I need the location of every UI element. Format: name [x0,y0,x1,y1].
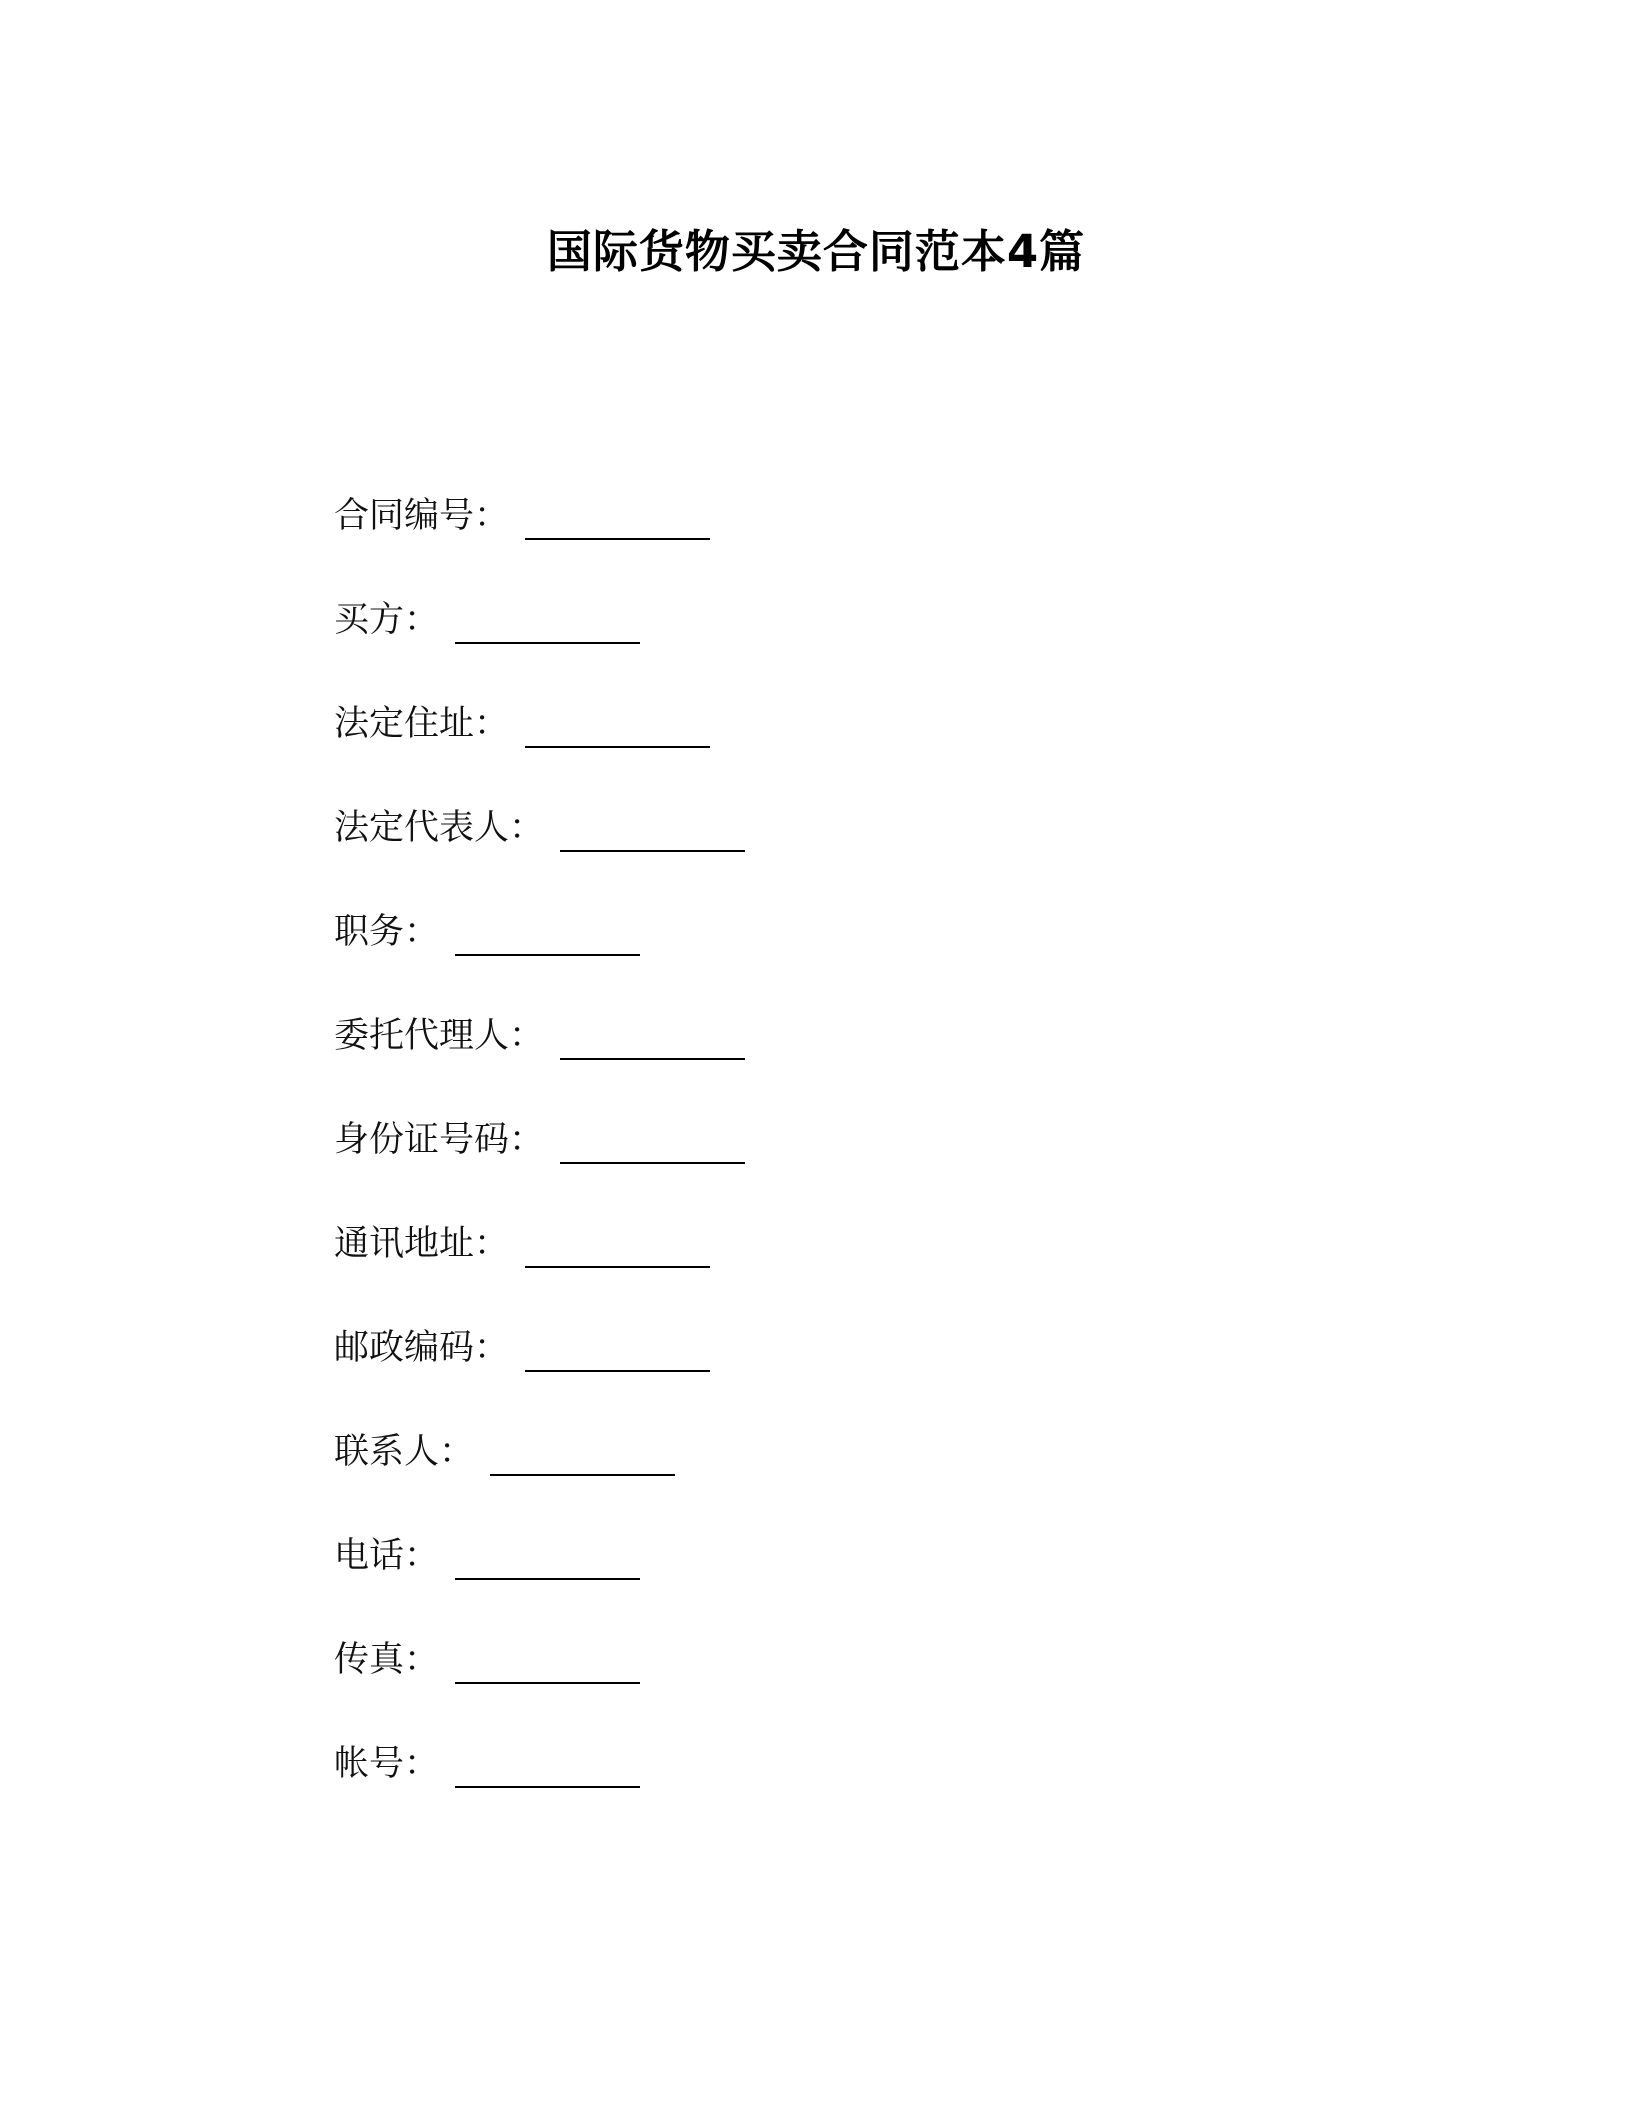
field-separator: ： [474,704,510,744]
field-separator: ： [404,600,440,640]
field-separator: ： [404,1744,440,1784]
fill-in-blank[interactable] [455,1632,640,1684]
fill-in-blank[interactable] [560,1008,745,1060]
field-contract-number [334,488,1434,592]
field-id-number [334,1112,1434,1216]
field-mailing-address [334,1216,1434,1320]
contract-fields [334,488,1434,1840]
field-label: 法定住址 [334,704,475,744]
field-account-number [334,1736,1434,1840]
field-label: 邮政编码 [334,1328,475,1368]
field-separator: ： [474,1328,510,1368]
field-label: 合同编号 [334,496,475,536]
fill-in-blank[interactable] [455,592,640,644]
fill-in-blank[interactable] [525,1320,710,1372]
field-separator: ： [509,808,545,848]
fill-in-blank[interactable] [525,488,710,540]
field-legal-address [334,696,1434,800]
fill-in-blank[interactable] [455,1736,640,1788]
field-separator: ： [474,1224,510,1264]
field-label: 职务 [334,912,405,952]
fill-in-blank[interactable] [455,904,640,956]
field-buyer [334,592,1434,696]
field-separator: ： [404,912,440,952]
field-label: 买方 [334,600,405,640]
fill-in-blank[interactable] [490,1424,675,1476]
field-label: 帐号 [334,1744,405,1784]
field-label: 法定代表人 [334,808,510,848]
field-label: 身份证号码 [334,1120,510,1160]
field-contact-person [334,1424,1434,1528]
field-label: 通讯地址 [334,1224,475,1264]
fill-in-blank[interactable] [560,1112,745,1164]
fill-in-blank[interactable] [525,1216,710,1268]
fill-in-blank[interactable] [525,696,710,748]
field-fax [334,1632,1434,1736]
field-label: 传真 [334,1640,405,1680]
field-separator: ： [439,1432,475,1472]
field-separator: ： [509,1016,545,1056]
fill-in-blank[interactable] [560,800,745,852]
field-separator: ： [404,1536,440,1576]
field-label: 联系人 [334,1432,440,1472]
field-phone [334,1528,1434,1632]
field-postal-code [334,1320,1434,1424]
field-label: 电话 [334,1536,405,1576]
field-authorized-agent [334,1008,1434,1112]
field-separator: ： [474,496,510,536]
field-legal-representative [334,800,1434,904]
field-separator: ： [509,1120,545,1160]
field-separator: ： [404,1640,440,1680]
document-title: 国际货物买卖合同范本4篇 [546,225,1086,278]
field-position [334,904,1434,1008]
fill-in-blank[interactable] [455,1528,640,1580]
field-label: 委托代理人 [334,1016,510,1056]
